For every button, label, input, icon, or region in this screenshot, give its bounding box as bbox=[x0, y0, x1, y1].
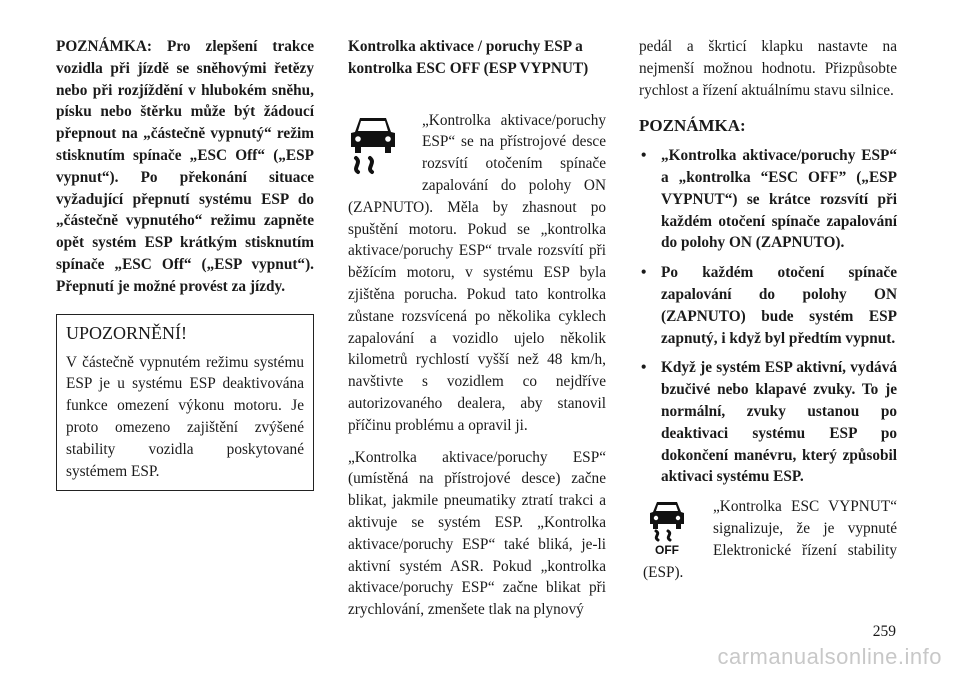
middle-column bbox=[348, 36, 606, 621]
traction-note: POZNÁMKA: Pro zlepšení trakce vozidla při jízdě se sněhovými řetězy nebo při rozjíždění v hlubokém sněhu, písku nebo štěrku může být žádoucí přepnout na „částečně vypnutý“ režim stisknutím spínače „ESC Off“ („ESP vypnut“). Po překonání situace vyžadující přepnutí systému ESP do „částečně vypnutého“ režimu zapněte opět systém ESP krátkým stisknutím spínače „ESC Off“ („ESP vypnut“). Přepnutí je možné provést za jízdy. bbox=[56, 38, 314, 295]
page-number: 259 bbox=[872, 623, 896, 640]
right-column bbox=[639, 36, 897, 583]
esp-activation-warning-icon bbox=[348, 112, 408, 182]
esc-off-icon bbox=[643, 498, 693, 558]
left-column bbox=[56, 36, 314, 491]
warning-box bbox=[56, 314, 314, 492]
section-heading: Kontrolka aktivace / poruchy ESP a kontrolka ESC OFF (ESP VYPNUT) bbox=[348, 38, 589, 77]
list-item: • Když je systém ESP aktivní, vydává bzučivé nebo klapavé zvuky. To je normální, zvuky ustanou po deaktivaci systému ESP po dokončení manévru, který způsobil aktivaci systému ESP. bbox=[641, 359, 897, 486]
list-item: • Po každém otočení spínače zapalování do polohy ON (ZAPNUTO) bude systém ESP zapnutý, i když byl předtím vypnut. bbox=[641, 264, 897, 347]
warning-title: UPOZORNĚNÍ! bbox=[66, 322, 187, 343]
esp-indicator-description bbox=[348, 110, 606, 437]
warning-text: V částečně vypnutém režimu systému ESP je u systému ESP deaktivována funkce omezení výkonu motoru. Je proto omezeno zajištění zvýšené stability vozidla poskytované systémem ESP. bbox=[66, 353, 304, 480]
continued-text: pedál a škrticí klapku nastavte na nejmenší možnou hodnotu. Přizpůsobte rychlost a řízení aktuálnímu stavu silnice. bbox=[639, 38, 897, 99]
bullet-marker: • bbox=[641, 264, 647, 282]
note-heading: POZNÁMKA: bbox=[639, 116, 746, 136]
esp-indicator-para2: „Kontrolka aktivace/poruchy ESP“ (umístěná na přístrojové desce) začne blikat, jakmile pneumatiky ztratí trakci a aktivuje se systém ESP. „Kontrolka aktivace/poruchy ESP“ také bliká, je-li aktivní systém ASR. Pokud „kontrolka aktivace/poruchy ESP“ začne blikat při zrychlování, zmenšete tlak na plynový bbox=[348, 448, 606, 619]
esc-off-description bbox=[639, 496, 897, 583]
esc-off-icon-label: OFF bbox=[655, 543, 679, 558]
esc-off-text: „Kontrolka ESC VYPNUT“ signalizuje, že je vypnuté Elektronické řízení stability (ESP). bbox=[643, 498, 897, 581]
esp-indicator-para1: „Kontrolka aktivace/poruchy ESP“ se na přístrojové desce rozsvítí otočením spínače zapalování do polohy ON (ZAPNUTO). Měla by zhasnout po spuštění motoru. Pokud se „kontrolka aktivace/poruchy ESP“ trvale rozsvítí při běžícím motoru, v systému ESP byla zjištěna porucha. Pokud tato kontrolka zůstane rozsvícená po několika cyklech zapalování a vozidlo ujelo několik kilometrů rychlostí vyšší než 48 km/h, navštivte s vozidlem co nejdříve autorizovaného dealera, aby stanovil příčinu problému a opravil ji. bbox=[348, 111, 606, 434]
bullet-marker: • bbox=[641, 147, 647, 165]
note-list bbox=[639, 145, 897, 488]
list-item: • „Kontrolka aktivace/poruchy ESP“ a „kontrolka “ESC OFF” („ESP VYPNUT“) se krátce rozsvítí při každém otočení spínače zapalování do polohy ON (ZAPNUTO). bbox=[641, 147, 897, 252]
bullet-marker: • bbox=[641, 359, 647, 377]
watermark: carmanualsonline.info bbox=[717, 644, 942, 669]
